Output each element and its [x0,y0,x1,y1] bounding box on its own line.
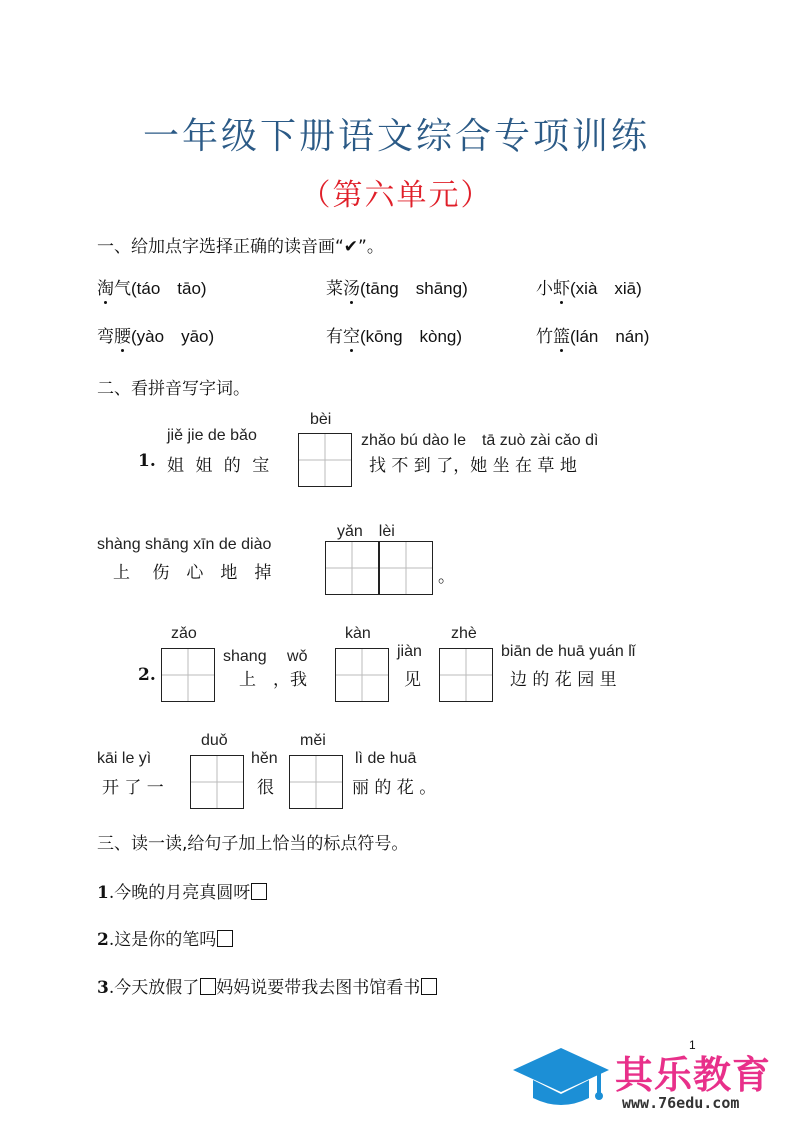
pinyin-options: (tāng shāng) [360,279,468,298]
page-title: 一年级下册语文综合专项训练 [142,116,650,157]
sentence: 这是你的笔吗 [114,930,217,950]
pinyin-line: hěn [251,750,278,767]
answer-box[interactable] [251,883,267,900]
section-2-heading: 二、看拼音写字词。 [97,379,250,399]
answer-box[interactable] [217,930,233,947]
box-pinyin: yǎn lèi [337,523,395,540]
sentence: 妈妈说要带我去图书馆看书 [216,978,421,998]
box-pinyin: kàn [345,625,371,642]
char: 气 [114,279,131,299]
writing-box[interactable] [439,648,493,702]
box-pinyin: bèi [310,411,332,428]
writing-box[interactable] [335,648,389,702]
punctuation-item: 2.这是你的笔吗 [97,925,233,950]
dotted-char: 淘 [97,279,114,299]
pronunciation-item [326,274,468,299]
pinyin-options: (táo tāo) [131,279,207,298]
dotted-char: 汤 [343,279,360,299]
question-number: 1. [138,451,156,471]
hanzi-line: 上 伤 心 地 掉 [113,563,272,583]
sentence: 今天放假了 [114,978,200,998]
pinyin-line: kāi le yì [97,750,152,767]
char: 弯 [97,327,114,347]
pronunciation-item [97,274,207,299]
section-1-heading: 一、给加点字选择正确的读音画“✔”。 [97,237,384,257]
hanzi-line: 丽 的 花 。 [352,778,437,798]
pinyin-options: (lán nán) [570,327,650,346]
pronunciation-item [536,274,642,299]
logo-name: 其乐教育 [615,1053,772,1097]
sentence: 今晚的月亮真圆呀 [114,883,251,903]
dotted-char: 篮 [553,327,570,347]
pinyin-line: biān de huā yuán lǐ [501,643,636,660]
punctuation-item: 3.今天放假了 妈妈说要带我去图书馆看书 [97,973,437,998]
page-number: 1 [689,1038,696,1052]
pinyin-line: shang wǒ [223,648,308,665]
char: 竹 [536,327,553,347]
box-pinyin: zǎo [171,625,197,642]
dotted-char: 虾 [553,279,570,299]
page-subtitle: （第六单元） [300,178,493,213]
pinyin-line: jiě jie de bǎo [167,427,257,444]
writing-box[interactable] [298,433,352,487]
pronunciation-item [536,322,649,347]
hanzi-line: 找 不 到 了，她 坐 在 草 地 [369,456,577,476]
writing-box[interactable] [379,541,433,595]
writing-box[interactable] [161,648,215,702]
char: 小 [536,279,553,299]
answer-box[interactable] [421,978,437,995]
dotted-char: 腰 [114,327,131,347]
pinyin-options: (kōng kòng) [360,327,463,346]
section-3-heading: 三、读一读,给句子加上恰当的标点符号。 [97,834,409,854]
item-number: 3 [97,978,109,998]
hanzi-line: 见 [404,670,421,690]
writing-box[interactable] [325,541,379,595]
hanzi-line: 上 ，我 [239,670,307,690]
pronunciation-item [326,322,462,347]
hanzi-line: 边 的 花 园 里 [510,670,617,690]
box-pinyin: zhè [451,625,477,642]
box-pinyin: duǒ [201,732,228,749]
answer-box[interactable] [200,978,216,995]
punctuation-item: 1.今晚的月亮真圆呀 [97,878,267,903]
writing-box[interactable] [289,755,343,809]
dotted-char: 空 [343,327,360,347]
pinyin-line: lì de huā [355,750,417,767]
pinyin-line: zhǎo bú dào le tā zuò zài cǎo dì [361,432,599,449]
logo-url: www.76edu.com [622,1094,740,1112]
pinyin-line: jiàn [397,643,422,660]
box-pinyin: měi [300,732,326,749]
pronunciation-item [97,322,214,347]
pinyin-line: shàng shāng xīn de diào [97,536,272,553]
item-number: 1 [97,883,109,903]
char: 有 [326,327,343,347]
hanzi-line: 很 [257,778,274,798]
hanzi-line: 姐 姐 的 宝 [167,456,270,476]
pinyin-options: (yào yāo) [131,327,215,346]
hanzi-line: 。 [438,567,455,587]
graduation-cap-icon [511,1046,611,1112]
writing-box[interactable] [190,755,244,809]
pinyin-options: (xià xiā) [570,279,642,298]
item-number: 2 [97,930,109,950]
question-number: 2. [138,665,156,685]
hanzi-line: 开 了 一 [102,778,164,798]
char: 菜 [326,279,343,299]
